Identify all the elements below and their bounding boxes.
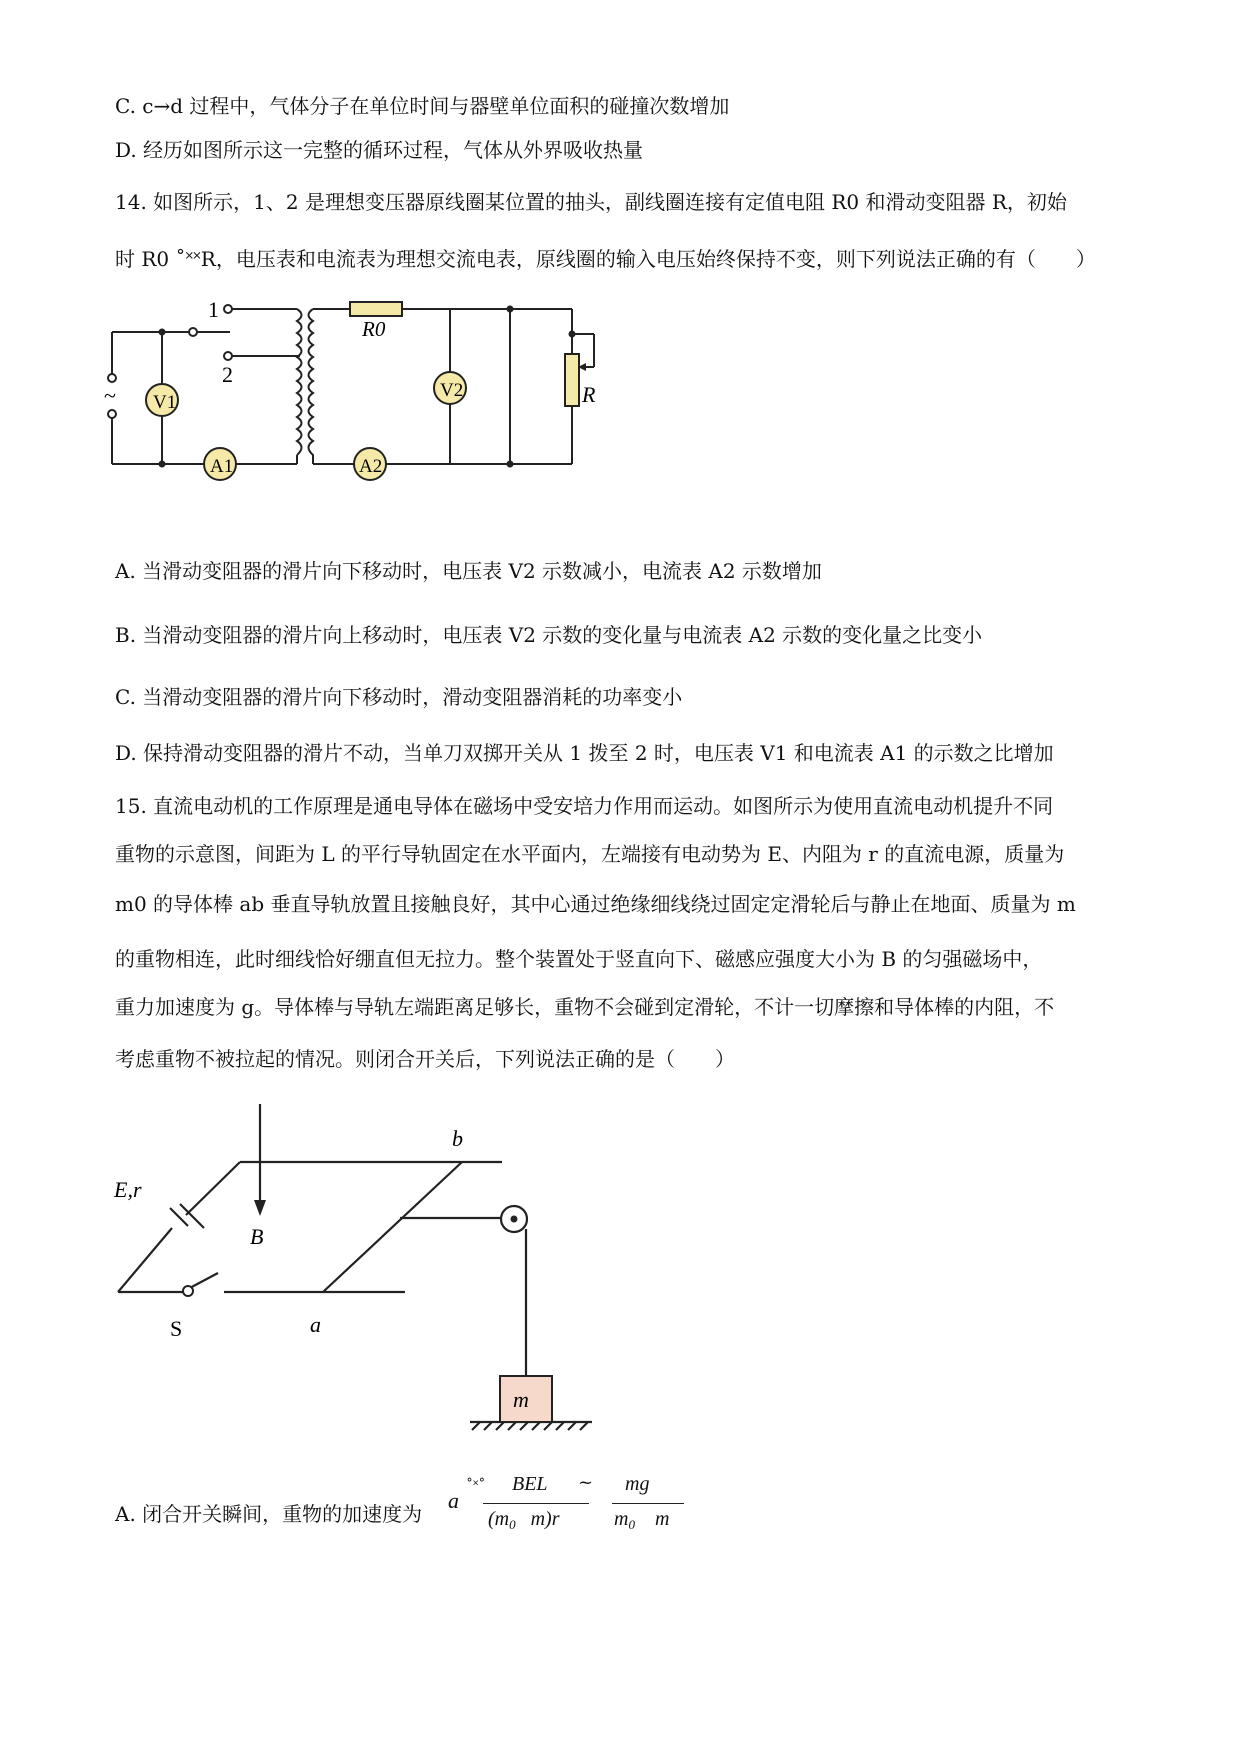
garbled-equals-symbol: ˚˟˚: [466, 1478, 486, 1494]
q14-option-c: C. 当滑动变阻器的滑片向下移动时，滑动变阻器消耗的功率变小: [115, 685, 683, 709]
q15-option-a-prefix: A. 闭合开关瞬间，重物的加速度为: [115, 1502, 423, 1526]
q13-option-c: C. c→d 过程中，气体分子在单位时间与器壁单位面积的碰撞次数增加: [115, 94, 730, 118]
magnetic-field-label: B: [250, 1224, 264, 1249]
transformer-circuit-figure: [100, 290, 630, 530]
q15-stem-line2: 重物的示意图，间距为 L 的平行导轨固定在水平面内，左端接有电动势为 E、内阻为 r 的直流电源，质量为: [115, 842, 1065, 866]
fraction2-denominator: $m_0$ m: [614, 1508, 670, 1532]
q15-stem-line1: 15. 直流电动机的工作原理是通电导体在磁场中受安培力作用而运动。如图所示为使用直流电动机提升不同: [115, 794, 1054, 818]
q14-stem-line1: 14. 如图所示，1、2 是理想变压器原线圈某位置的抽头，副线圈连接有定值电阻 R0 和滑动变阻器 R，初始: [115, 190, 1067, 214]
garbled-minus-symbol: ~: [578, 1472, 594, 1493]
q14-option-b: B. 当滑动变阻器的滑片向上移动时，电压表 V2 示数的变化量与电流表 A2 示数的变化量之比变小: [115, 623, 983, 647]
fraction1-numerator: BEL: [512, 1473, 548, 1495]
q15-stem-line5: 重力加速度为 g。导体棒与导轨左端距离足够长，重物不会碰到定滑轮，不计一切摩擦和导体棒的内阻，不: [115, 995, 1055, 1019]
r-label: R: [582, 382, 596, 407]
a2-label: A2: [359, 456, 383, 477]
motor-rail-figure: [100, 1100, 620, 1470]
fraction1-bar: [483, 1503, 589, 1504]
q14-stem-line2: 时 R0 ˚˟˟R，电压表和电流表为理想交流电表，原线圈的输入电压始终保持不变，则下列说法正确的有（ ）: [115, 247, 1096, 271]
fraction2-bar: [612, 1503, 684, 1504]
v1-label: V1: [153, 392, 177, 413]
rod-end-b-label: b: [452, 1126, 463, 1151]
q14-option-d: D. 保持滑动变阻器的滑片不动，当单刀双掷开关从 1 拨至 2 时，电压表 V1 和电流表 A1 的示数之比增加: [115, 741, 1054, 765]
switch-label: S: [170, 1316, 183, 1341]
q15-stem-line6: 考虑重物不被拉起的情况。则闭合开关后，下列说法正确的是（ ）: [115, 1047, 735, 1071]
fraction1-denominator: ($m_0$ m)r: [488, 1508, 560, 1532]
acceleration-symbol: a: [448, 1488, 459, 1513]
fraction2-numerator: mg: [625, 1473, 650, 1495]
q15-stem-line4: 的重物相连，此时细线恰好绷直但无拉力。整个装置处于竖直向下、磁感应强度大小为 B 的匀强磁场中，: [115, 947, 1043, 971]
r0-label: R0: [362, 317, 386, 341]
v2-label: V2: [440, 380, 464, 401]
rod-end-a-label: a: [310, 1312, 321, 1337]
q15-stem-line3: m0 的导体棒 ab 垂直导轨放置且接触良好，其中心通过绝缘细线绕过固定定滑轮后与静止在地面、质量为 m: [115, 892, 1076, 916]
tap-1-label: 1: [208, 297, 219, 322]
tap-2-label: 2: [222, 362, 233, 387]
emf-label: E,r: [114, 1177, 142, 1202]
q14-option-a: A. 当滑动变阻器的滑片向下移动时，电压表 V2 示数减小，电流表 A2 示数增加: [115, 559, 822, 583]
q13-option-d: D. 经历如图所示这一完整的循环过程，气体从外界吸收热量: [115, 138, 644, 162]
a1-label: A1: [210, 456, 234, 477]
mass-label: m: [513, 1387, 529, 1412]
ac-source-symbol: ~: [104, 383, 116, 408]
